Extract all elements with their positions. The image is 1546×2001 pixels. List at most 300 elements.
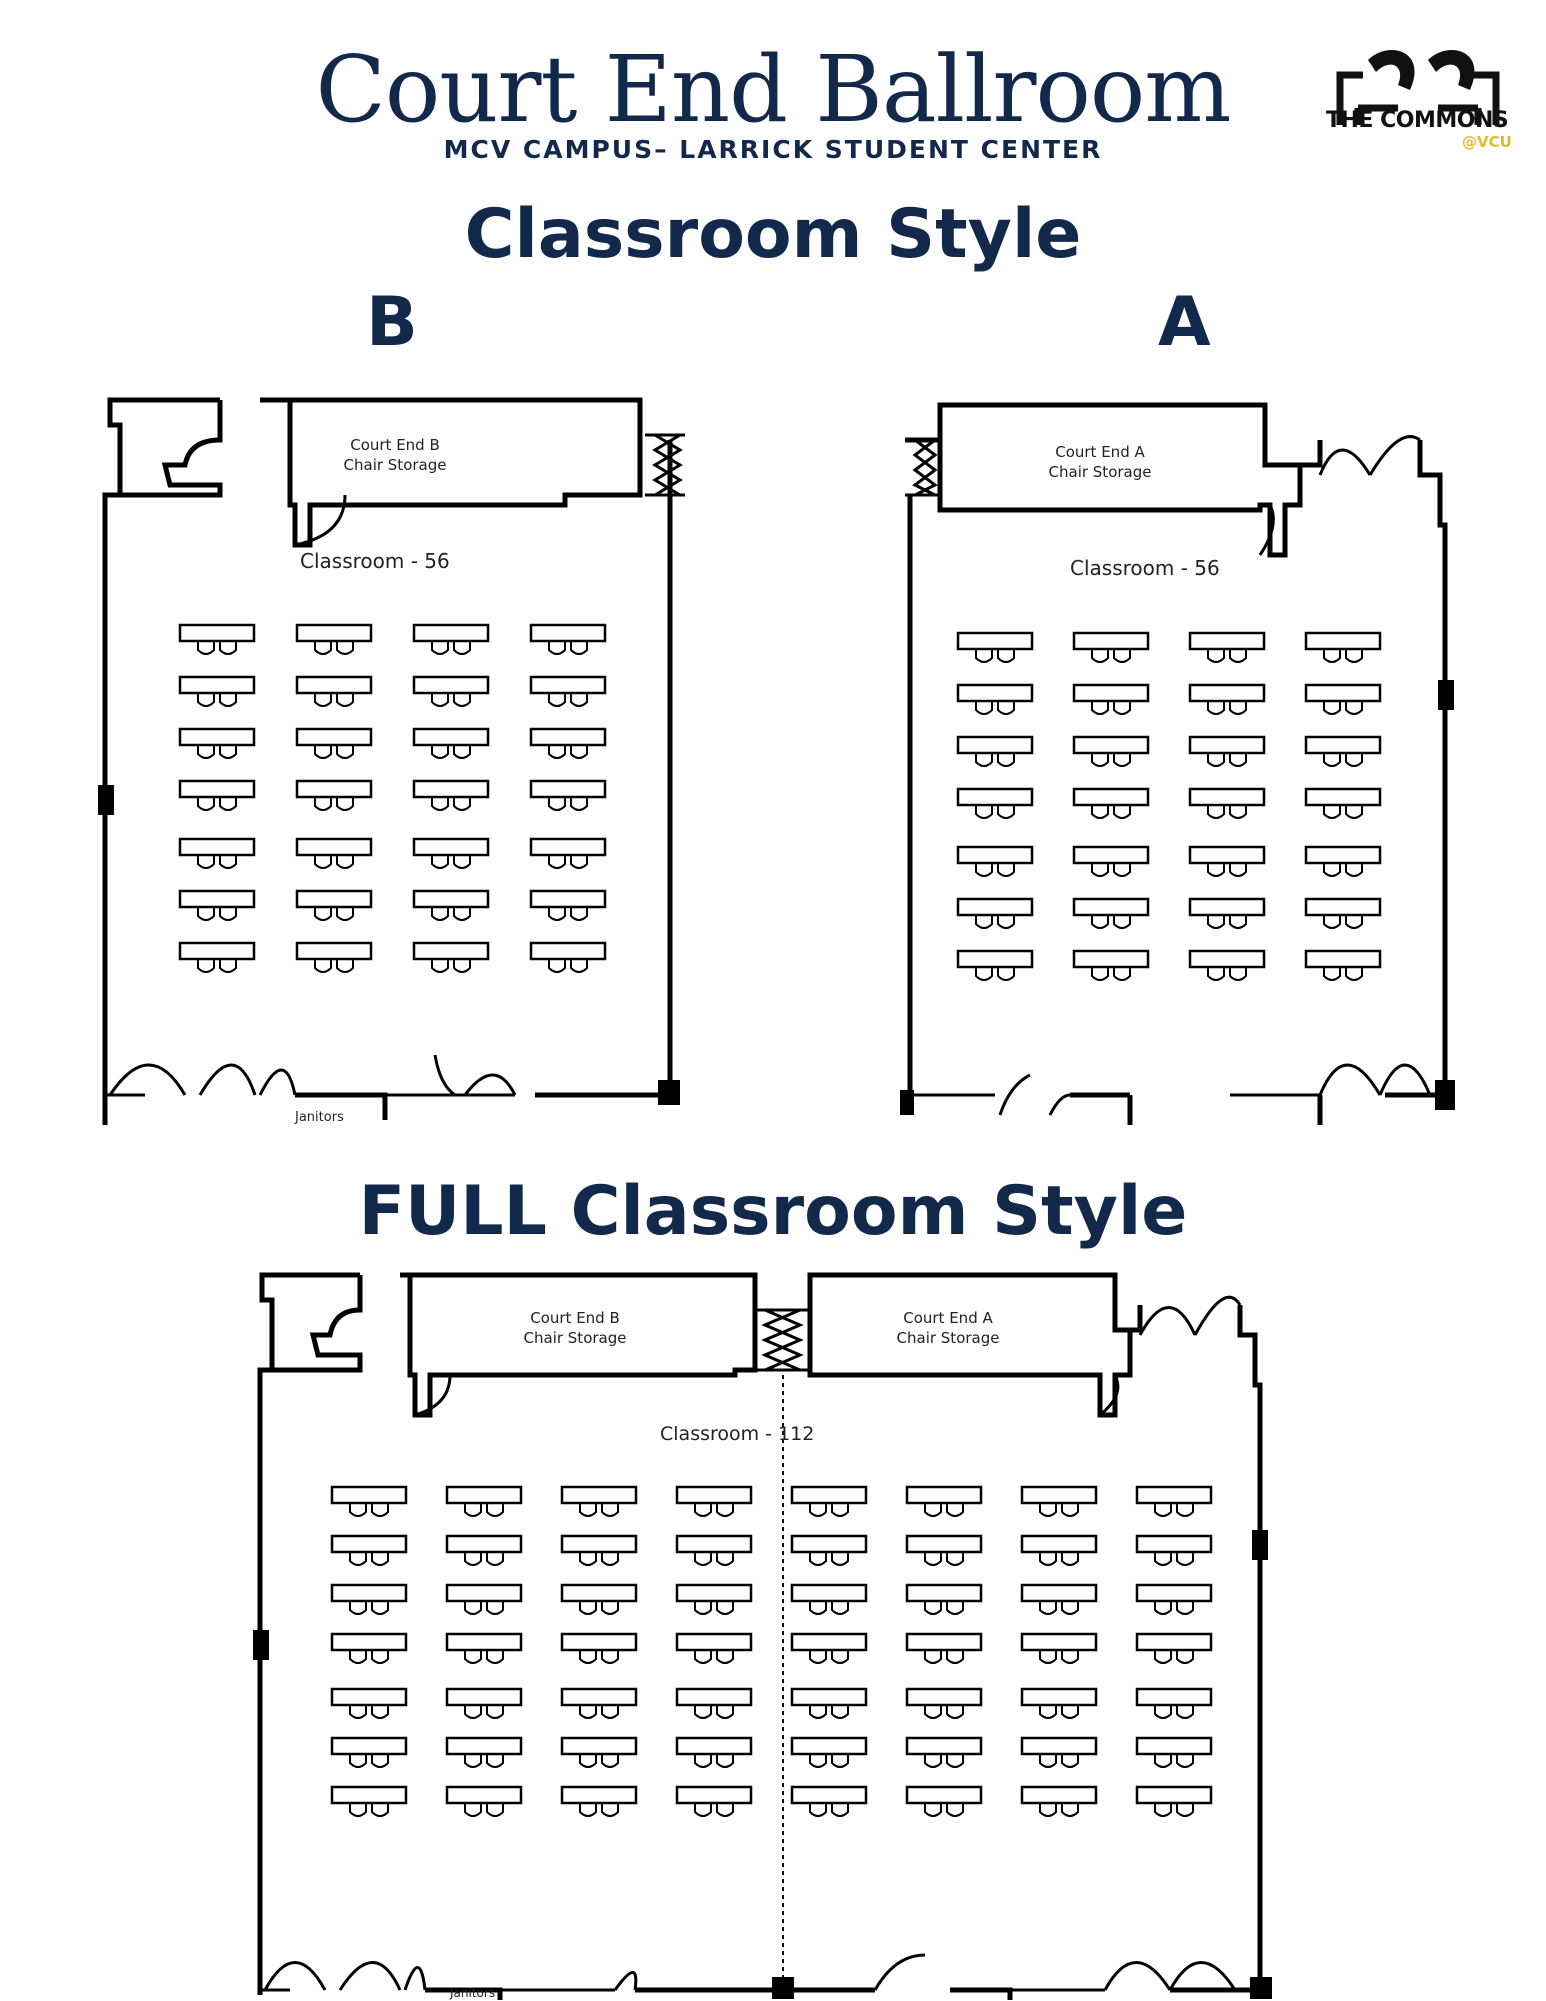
classroom-table <box>677 1487 751 1516</box>
chair <box>372 1553 388 1565</box>
chair <box>454 960 470 972</box>
page-title: Court End Ballroom <box>315 36 1231 143</box>
page-subtitle: MCV CAMPUS– LARRICK STUDENT CENTER <box>443 135 1103 164</box>
logo-sub-wordmark: @VCU <box>1462 133 1512 151</box>
classroom-table <box>447 1487 521 1516</box>
chair <box>350 1651 366 1663</box>
chair <box>925 1651 941 1663</box>
chair <box>1324 916 1340 928</box>
chair <box>1114 702 1130 714</box>
chair <box>1155 1755 1171 1767</box>
chair <box>1062 1504 1078 1516</box>
floor-plan-full <box>235 1255 1305 2000</box>
chair <box>810 1706 826 1718</box>
classroom-table <box>414 729 488 758</box>
chair <box>1092 702 1108 714</box>
classroom-table <box>792 1487 866 1516</box>
classroom-table <box>1074 737 1148 766</box>
chair <box>454 908 470 920</box>
chair <box>487 1553 503 1565</box>
chair <box>1062 1755 1078 1767</box>
chair <box>695 1602 711 1614</box>
classroom-table <box>907 1787 981 1816</box>
chair <box>1040 1553 1056 1565</box>
chair <box>432 908 448 920</box>
chair <box>315 908 331 920</box>
classroom-table <box>447 1585 521 1614</box>
chair <box>1062 1651 1078 1663</box>
chair <box>1177 1651 1193 1663</box>
chair <box>1155 1602 1171 1614</box>
classroom-table <box>792 1787 866 1816</box>
chair <box>571 694 587 706</box>
chair <box>1230 754 1246 766</box>
chair <box>432 856 448 868</box>
classroom-table <box>958 737 1032 766</box>
chair <box>1092 650 1108 662</box>
chair <box>695 1755 711 1767</box>
chair <box>580 1553 596 1565</box>
chair <box>717 1804 733 1816</box>
classroom-table <box>562 1634 636 1663</box>
chair <box>1092 864 1108 876</box>
chair <box>315 960 331 972</box>
chair <box>1324 864 1340 876</box>
chair <box>810 1553 826 1565</box>
classroom-table <box>180 729 254 758</box>
chair <box>1208 806 1224 818</box>
chair <box>1155 1553 1171 1565</box>
classroom-table <box>332 1787 406 1816</box>
classroom-table <box>792 1585 866 1614</box>
chair <box>465 1755 481 1767</box>
classroom-table <box>531 891 605 920</box>
chair <box>1114 806 1130 818</box>
classroom-table <box>792 1738 866 1767</box>
classroom-table <box>1074 789 1148 818</box>
chair <box>998 754 1014 766</box>
chair <box>350 1804 366 1816</box>
tables-a <box>958 633 1380 980</box>
classroom-table <box>907 1536 981 1565</box>
classroom-table <box>447 1536 521 1565</box>
chair <box>1040 1706 1056 1718</box>
chair <box>832 1651 848 1663</box>
chair <box>1114 864 1130 876</box>
chair <box>465 1706 481 1718</box>
classroom-table <box>958 847 1032 876</box>
chair <box>1114 916 1130 928</box>
chair <box>549 908 565 920</box>
classroom-table <box>907 1689 981 1718</box>
full-capacity-label: Classroom - 112 <box>660 1423 815 1445</box>
chair <box>998 916 1014 928</box>
chair <box>1177 1553 1193 1565</box>
chair <box>571 908 587 920</box>
chair <box>549 856 565 868</box>
classroom-style-heading: Classroom Style <box>464 195 1082 274</box>
chair <box>947 1706 963 1718</box>
chair <box>1062 1602 1078 1614</box>
chair <box>220 798 236 810</box>
classroom-table <box>1306 685 1380 714</box>
classroom-table <box>562 1487 636 1516</box>
chair <box>454 798 470 810</box>
classroom-table <box>677 1689 751 1718</box>
chair <box>1324 754 1340 766</box>
chair <box>602 1755 618 1767</box>
chair <box>571 746 587 758</box>
chair <box>695 1706 711 1718</box>
classroom-table <box>562 1738 636 1767</box>
classroom-table <box>332 1689 406 1718</box>
chair <box>372 1651 388 1663</box>
storage-b-line1: Court End B <box>350 436 440 454</box>
chair <box>1324 650 1340 662</box>
classroom-table <box>677 1787 751 1816</box>
classroom-table <box>531 729 605 758</box>
chair <box>947 1504 963 1516</box>
classroom-table <box>1074 899 1148 928</box>
chair <box>432 642 448 654</box>
chair <box>695 1553 711 1565</box>
chair <box>695 1804 711 1816</box>
classroom-table <box>1137 1634 1211 1663</box>
chair <box>315 798 331 810</box>
tables-full <box>332 1487 1211 1816</box>
classroom-table <box>180 891 254 920</box>
classroom-table <box>958 633 1032 662</box>
storage-a-line1: Court End A <box>1055 443 1145 461</box>
chair <box>976 968 992 980</box>
classroom-table <box>332 1738 406 1767</box>
chair <box>315 856 331 868</box>
chair <box>372 1804 388 1816</box>
chair <box>1346 754 1362 766</box>
chair <box>998 806 1014 818</box>
chair <box>695 1504 711 1516</box>
chair <box>810 1504 826 1516</box>
classroom-table <box>562 1787 636 1816</box>
chair <box>350 1755 366 1767</box>
chair <box>454 642 470 654</box>
chair <box>454 856 470 868</box>
chair <box>1155 1804 1171 1816</box>
chair <box>580 1651 596 1663</box>
classroom-table <box>1306 737 1380 766</box>
storage-b-line2: Chair Storage <box>343 456 447 474</box>
full-janitors-label: Janitors <box>450 1986 496 2000</box>
classroom-table <box>297 839 371 868</box>
chair <box>602 1553 618 1565</box>
floor-plan-a <box>900 395 1460 1130</box>
classroom-table <box>447 1787 521 1816</box>
chair <box>580 1706 596 1718</box>
classroom-table <box>332 1585 406 1614</box>
classroom-table <box>414 625 488 654</box>
chair <box>1177 1504 1193 1516</box>
chair <box>549 642 565 654</box>
classroom-table <box>562 1585 636 1614</box>
classroom-table <box>907 1634 981 1663</box>
chair <box>1040 1804 1056 1816</box>
chair <box>1208 968 1224 980</box>
chair <box>1040 1651 1056 1663</box>
chair <box>810 1602 826 1614</box>
chair <box>337 746 353 758</box>
chair <box>220 908 236 920</box>
chair <box>1062 1553 1078 1565</box>
chair <box>432 694 448 706</box>
classroom-table <box>332 1487 406 1516</box>
classroom-table <box>1022 1585 1096 1614</box>
chair <box>947 1602 963 1614</box>
chair <box>580 1804 596 1816</box>
chair <box>465 1651 481 1663</box>
chair <box>220 642 236 654</box>
chair <box>832 1602 848 1614</box>
chair <box>487 1504 503 1516</box>
classroom-table <box>792 1689 866 1718</box>
classroom-table <box>958 899 1032 928</box>
classroom-table <box>1190 951 1264 980</box>
chair <box>549 694 565 706</box>
chair <box>571 642 587 654</box>
chair <box>571 856 587 868</box>
classroom-table <box>297 677 371 706</box>
chair <box>832 1755 848 1767</box>
classroom-table <box>907 1585 981 1614</box>
chair <box>487 1602 503 1614</box>
chair <box>810 1651 826 1663</box>
chair <box>717 1553 733 1565</box>
chair <box>925 1804 941 1816</box>
chair <box>337 642 353 654</box>
chair <box>1177 1602 1193 1614</box>
classroom-table <box>1137 1487 1211 1516</box>
chair <box>580 1504 596 1516</box>
plan-a-label: A <box>1158 283 1211 362</box>
chair <box>1114 968 1130 980</box>
chair <box>1155 1651 1171 1663</box>
chair <box>1040 1602 1056 1614</box>
chair <box>832 1706 848 1718</box>
chair <box>198 642 214 654</box>
chair <box>976 754 992 766</box>
chair <box>465 1804 481 1816</box>
classroom-table <box>1137 1536 1211 1565</box>
classroom-table <box>1190 789 1264 818</box>
chair <box>315 642 331 654</box>
classroom-table <box>1306 847 1380 876</box>
chair <box>1062 1706 1078 1718</box>
full-storage-a-line2: Chair Storage <box>896 1329 1000 1347</box>
chair <box>832 1504 848 1516</box>
classroom-table <box>180 677 254 706</box>
plan-b-label: B <box>366 283 418 362</box>
chair <box>1092 968 1108 980</box>
chair <box>487 1706 503 1718</box>
chair <box>350 1602 366 1614</box>
chair <box>947 1553 963 1565</box>
classroom-table <box>531 625 605 654</box>
classroom-table <box>1022 1634 1096 1663</box>
chair <box>337 694 353 706</box>
classroom-table <box>447 1738 521 1767</box>
classroom-table <box>677 1536 751 1565</box>
chair <box>947 1651 963 1663</box>
chair <box>198 856 214 868</box>
chair <box>571 798 587 810</box>
chair <box>337 856 353 868</box>
chair <box>432 798 448 810</box>
chair <box>1092 754 1108 766</box>
chair <box>337 960 353 972</box>
chair <box>1177 1804 1193 1816</box>
classroom-table <box>414 781 488 810</box>
chair <box>220 694 236 706</box>
classroom-table <box>677 1585 751 1614</box>
capacity-a-label: Classroom - 56 <box>1070 556 1220 580</box>
chair <box>1155 1706 1171 1718</box>
chair <box>315 746 331 758</box>
classroom-table <box>792 1536 866 1565</box>
chair <box>998 702 1014 714</box>
classroom-table <box>958 951 1032 980</box>
chair <box>1230 864 1246 876</box>
classroom-table <box>1137 1787 1211 1816</box>
chair <box>717 1706 733 1718</box>
chair <box>432 746 448 758</box>
chair <box>350 1504 366 1516</box>
chair <box>976 702 992 714</box>
classroom-table <box>1137 1738 1211 1767</box>
classroom-table <box>1022 1536 1096 1565</box>
chair <box>487 1755 503 1767</box>
chair <box>1208 916 1224 928</box>
chair <box>315 694 331 706</box>
chair <box>1324 702 1340 714</box>
classroom-table <box>1022 1738 1096 1767</box>
chair <box>198 960 214 972</box>
chair <box>465 1553 481 1565</box>
classroom-table <box>1306 951 1380 980</box>
chair <box>432 960 448 972</box>
chair <box>1230 650 1246 662</box>
chair <box>602 1602 618 1614</box>
chair <box>602 1804 618 1816</box>
classroom-table <box>1137 1689 1211 1718</box>
floor-plan-b <box>95 395 695 1130</box>
classroom-table <box>531 839 605 868</box>
chair <box>1062 1804 1078 1816</box>
chair <box>350 1553 366 1565</box>
classroom-table <box>180 781 254 810</box>
chair <box>465 1602 481 1614</box>
chair <box>465 1504 481 1516</box>
chair <box>1324 968 1340 980</box>
chair <box>976 650 992 662</box>
chair <box>695 1651 711 1663</box>
classroom-table <box>1306 633 1380 662</box>
chair <box>1208 864 1224 876</box>
chair <box>487 1804 503 1816</box>
classroom-table <box>531 943 605 972</box>
chair <box>976 806 992 818</box>
classroom-table <box>1022 1689 1096 1718</box>
chair <box>717 1602 733 1614</box>
classroom-table <box>180 943 254 972</box>
chair <box>580 1602 596 1614</box>
chair <box>1040 1755 1056 1767</box>
classroom-table <box>1022 1787 1096 1816</box>
chair <box>372 1755 388 1767</box>
chair <box>580 1755 596 1767</box>
chair <box>947 1755 963 1767</box>
full-storage-b-line1: Court End B <box>530 1309 620 1327</box>
classroom-table <box>562 1536 636 1565</box>
chair <box>549 746 565 758</box>
chair <box>832 1804 848 1816</box>
chair <box>998 650 1014 662</box>
chair <box>1092 916 1108 928</box>
classroom-table <box>332 1536 406 1565</box>
classroom-table <box>677 1634 751 1663</box>
chair <box>1324 806 1340 818</box>
chair <box>832 1553 848 1565</box>
chair <box>350 1706 366 1718</box>
classroom-table <box>297 891 371 920</box>
chair <box>1155 1504 1171 1516</box>
classroom-table <box>180 625 254 654</box>
chair <box>372 1706 388 1718</box>
chair <box>372 1504 388 1516</box>
classroom-table <box>907 1738 981 1767</box>
classroom-table <box>1190 633 1264 662</box>
classroom-table <box>1306 789 1380 818</box>
chair <box>717 1755 733 1767</box>
chair <box>998 864 1014 876</box>
classroom-table <box>297 625 371 654</box>
classroom-table <box>1074 951 1148 980</box>
chair <box>454 694 470 706</box>
chair <box>549 798 565 810</box>
chair <box>220 960 236 972</box>
chair <box>1346 806 1362 818</box>
full-storage-b-line2: Chair Storage <box>523 1329 627 1347</box>
chair <box>1177 1706 1193 1718</box>
classroom-table <box>1190 847 1264 876</box>
chair <box>1040 1504 1056 1516</box>
chair <box>1346 702 1362 714</box>
chair <box>925 1553 941 1565</box>
chair <box>998 968 1014 980</box>
chair <box>337 798 353 810</box>
classroom-table <box>1190 899 1264 928</box>
storage-a-line2: Chair Storage <box>1048 463 1152 481</box>
classroom-table <box>1137 1585 1211 1614</box>
logo-wordmark: THE COMMONS <box>1326 108 1509 133</box>
chair <box>549 960 565 972</box>
chair <box>947 1804 963 1816</box>
chair <box>1346 864 1362 876</box>
chair <box>602 1651 618 1663</box>
classroom-table <box>414 891 488 920</box>
chair <box>454 746 470 758</box>
chair <box>220 746 236 758</box>
chair <box>198 746 214 758</box>
chair <box>1114 650 1130 662</box>
